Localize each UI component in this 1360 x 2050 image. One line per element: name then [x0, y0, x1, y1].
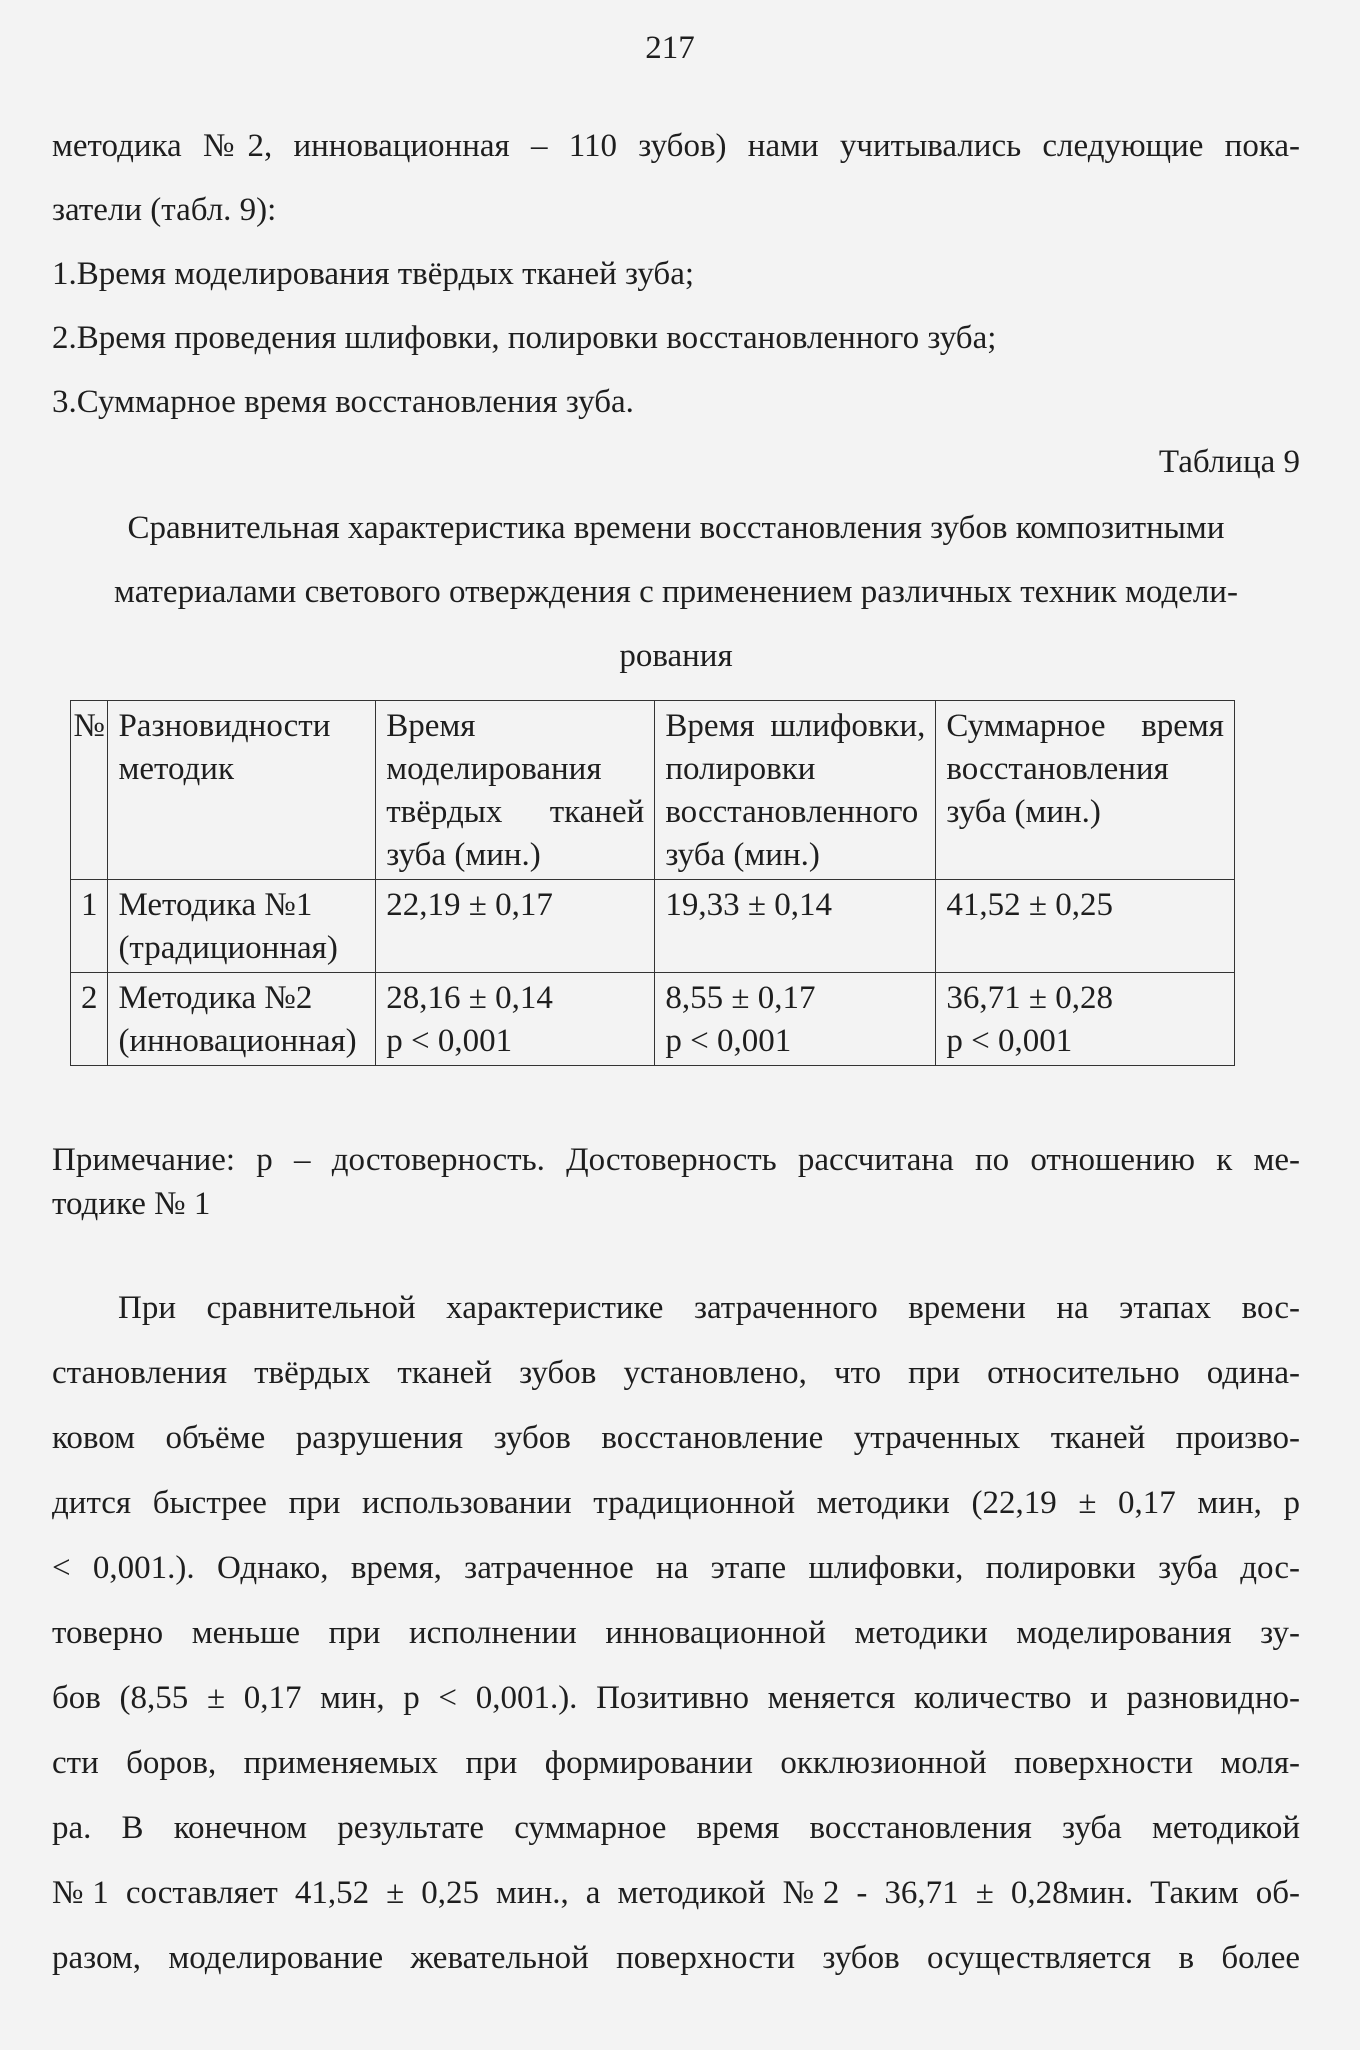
table-title: Сравнительная характеристика времени восстановления зубов композитными: [127, 510, 1225, 546]
table-cell: Методика №2 (инновационная): [108, 973, 376, 1066]
table-header-cell: Время моделирования твёрдых тканей зуба (мин.): [376, 701, 655, 880]
table-note: Примечание: р – достоверность. Достоверность рассчитана по отношению к ме-: [52, 1142, 1300, 1178]
paragraph-line: дится быстрее при использовании традиционной методики (22,19 ± 0,17 мин, р: [52, 1485, 1300, 1521]
paragraph-line: №1 составляет 41,52 ± 0,25 мин., а методикой №2 - 36,71 ± 0,28мин. Таким об-: [52, 1875, 1300, 1911]
results-table: [70, 700, 1235, 1066]
table-header-cell: №: [71, 701, 108, 880]
table-cell: [936, 880, 1235, 973]
table-row: [71, 973, 1235, 1066]
table-cell: [376, 880, 655, 973]
cell-value: 41,52 ± 0,25: [946, 887, 1113, 923]
paragraph-line: бов (8,55 ± 0,17 мин, р < 0,001.). Позитивно меняется количество и разновидно-: [52, 1680, 1300, 1716]
table-cell: 1: [71, 880, 108, 973]
cell-p-value: p < 0,001: [386, 1023, 513, 1059]
paragraph-line: При сравнительной характеристике затраченного времени на этапах вос-: [118, 1290, 1300, 1326]
cell-value: 19,33 ± 0,14: [665, 887, 832, 923]
intro-line: методика №2, инновационная – 110 зубов) нами учитывались следующие пока-: [52, 128, 1300, 164]
table-cell: [376, 973, 655, 1066]
paragraph-line: разом, моделирование жевательной поверхности зубов осуществляется в более: [52, 1940, 1300, 1976]
table-title: рования: [619, 638, 733, 674]
table-header-cell: Суммарное время восстановления зуба (мин.): [936, 701, 1235, 880]
cell-value: 28,16 ± 0,14: [386, 980, 553, 1016]
cell-value: 36,71 ± 0,28: [946, 980, 1113, 1016]
cell-value: 22,19 ± 0,17: [386, 887, 553, 923]
paragraph-line: < 0,001.). Однако, время, затраченное на этапе шлифовки, полировки зуба дос-: [52, 1550, 1300, 1586]
table-cell: Методика №1 (традиционная): [108, 880, 376, 973]
intro-line: затели (табл. 9):: [52, 192, 277, 228]
list-item: 2.Время проведения шлифовки, полировки восстановленного зуба;: [52, 320, 997, 356]
table-header-cell: Время шлифовки, полировки восстановленного зуба (мин.): [655, 701, 936, 880]
table-label: Таблица 9: [1158, 444, 1300, 480]
page-number: 217: [645, 30, 695, 66]
table-header-row: [71, 701, 1235, 880]
cell-value: 8,55 ± 0,17: [665, 980, 816, 1016]
table-header-cell: Разновидности методик: [108, 701, 376, 880]
paragraph-line: становления твёрдых тканей зубов установлено, что при относительно одина-: [52, 1355, 1300, 1391]
paragraph-line: сти боров, применяемых при формировании окклюзионной поверхности моля-: [52, 1745, 1300, 1781]
table-cell: [655, 973, 936, 1066]
table-title: материалами светового отверждения с применением различных техник модели-: [114, 574, 1238, 610]
cell-p-value: p < 0,001: [946, 1023, 1073, 1059]
list-item: 3.Суммарное время восстановления зуба.: [52, 384, 634, 420]
paragraph-line: ра. В конечном результате суммарное время восстановления зуба методикой: [52, 1810, 1300, 1846]
table-cell: 2: [71, 973, 108, 1066]
table-cell: [655, 880, 936, 973]
cell-p-value: p < 0,001: [665, 1023, 792, 1059]
table-row: [71, 880, 1235, 973]
table-note: тодике № 1: [52, 1186, 211, 1222]
list-item: 1.Время моделирования твёрдых тканей зуба;: [52, 256, 695, 292]
paragraph-line: товерно меньше при исполнении инновационной методики моделирования зу-: [52, 1615, 1300, 1651]
table-cell: [936, 973, 1235, 1066]
paragraph-line: ковом объёме разрушения зубов восстановление утраченных тканей произво-: [52, 1420, 1300, 1456]
